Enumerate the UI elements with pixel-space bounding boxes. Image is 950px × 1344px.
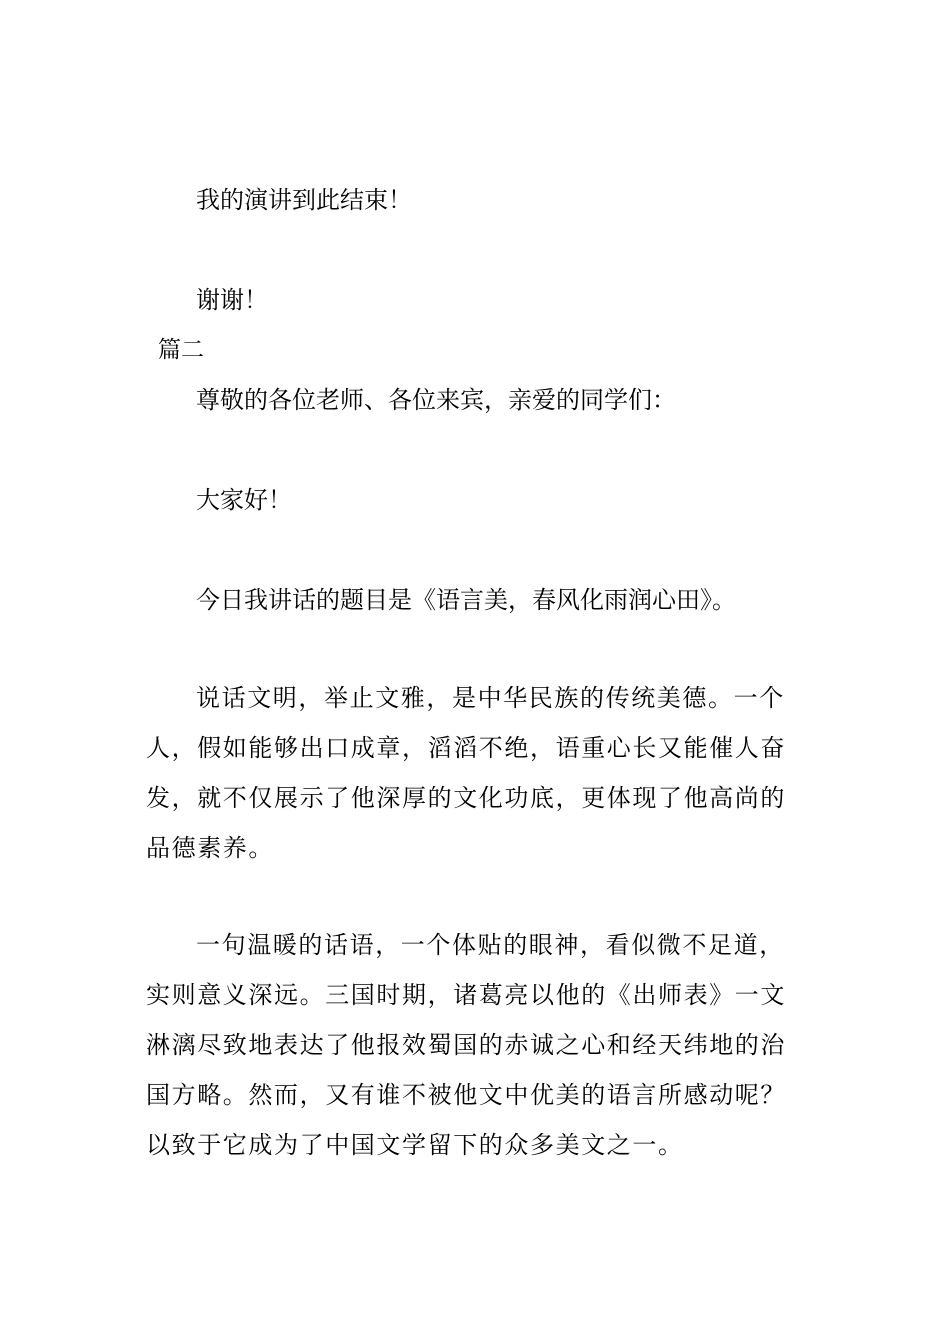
section-title: 篇二 (158, 337, 204, 363)
paragraph-line: 说话文明，举止文雅，是中华民族的传统美德。一个 (196, 684, 785, 712)
paragraph-line: 品德素养。 (146, 834, 274, 862)
topic-line: 今日我讲话的题目是《语言美，春风化雨润心田》。 (196, 586, 736, 614)
paragraph-line: 淋漓尽致地表达了他报效蜀国的赤诚之心和经天纬地的治 (146, 1031, 786, 1059)
paragraph-line: 一句温暖的话语，一个体贴的眼神，看似微不足道， (196, 931, 785, 959)
closing-line: 我的演讲到此结束！ (196, 186, 412, 214)
salutation-line: 尊敬的各位老师、各位来宾，亲爱的同学们： (196, 386, 676, 414)
paragraph-line: 人，假如能够出口成章，滔滔不绝，语重心长又能催人奋 (146, 734, 786, 762)
greeting-line: 大家好！ (196, 486, 292, 514)
paragraph-line: 以致于它成为了中国文学留下的众多美文之一。 (146, 1131, 684, 1159)
paragraph-line: 发，就不仅展示了他深厚的文化功底，更体现了他高尚的 (146, 784, 786, 812)
thanks-line: 谢谢！ (196, 286, 268, 314)
paragraph-line: 实则意义深远。三国时期，诸葛亮以他的《出师表》一文 (146, 981, 786, 1009)
paragraph-line: 国方略。然而，又有谁不被他文中优美的语言所感动呢？ (146, 1081, 786, 1109)
